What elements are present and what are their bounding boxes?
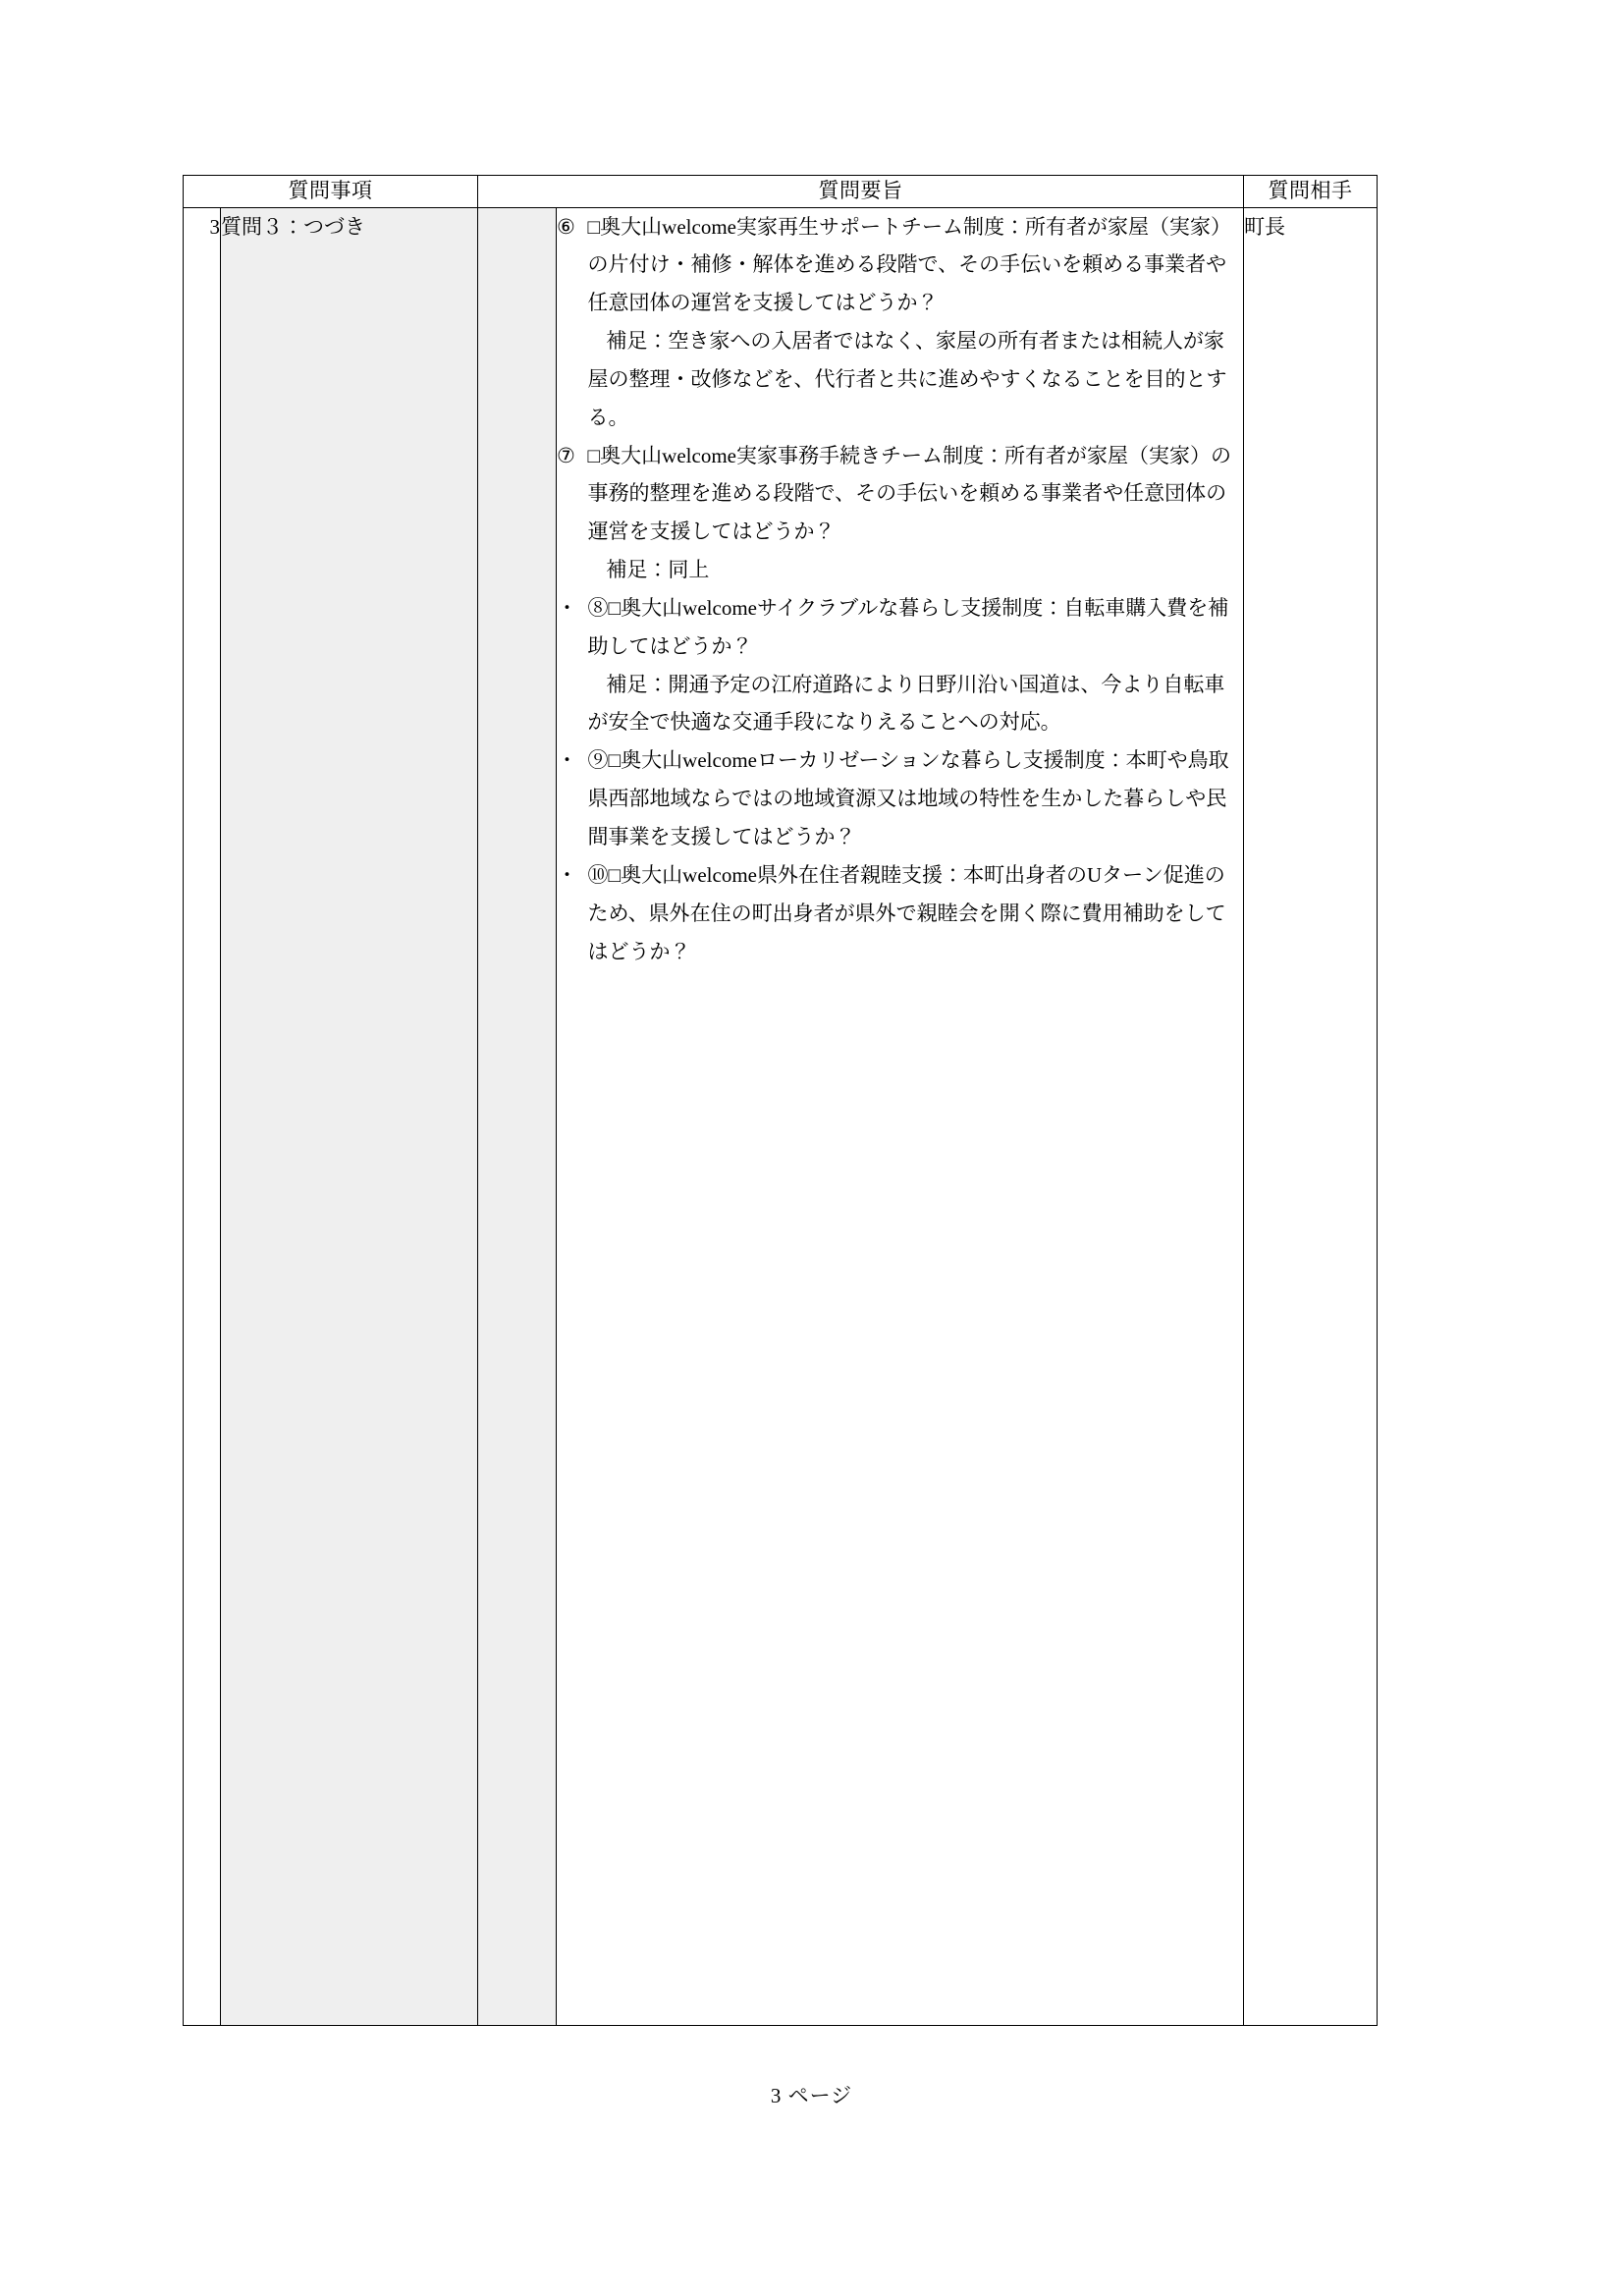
marker-7: ⑦: [557, 443, 575, 467]
header-question-target: 質問相手: [1244, 176, 1378, 208]
header-question-summary: 質問要旨: [478, 176, 1244, 208]
page-footer: 3 ページ: [770, 2084, 853, 2107]
header-question-item: 質問事項: [184, 176, 478, 208]
summary-text-8: ⑧□奥大山welcomeサイクラブルな暮らし支援制度：自転車購入費を補助してはどうか？: [587, 595, 1229, 658]
summary-paragraph-9: [557, 741, 1243, 856]
question-table: [183, 175, 1378, 2026]
summary-note-1: 補足：空き家への入居者ではなく、家屋の所有者または相続人が家屋の整理・改修などを、代行者と共に進めやすくなることを目的とする。: [587, 329, 1227, 429]
summary-text-10: ⑩□奥大山welcome県外在住者親睦支援：本町出身者のUターン促進のため、県外在住の町出身者が県外で親睦会を開く際に費用補助をしてはどうか？: [587, 862, 1226, 963]
summary-note-2: 補足：同上: [606, 558, 710, 582]
summary-paragraph-7: [557, 437, 1243, 552]
row-gutter: [478, 207, 557, 2025]
table-header-row: [184, 176, 1378, 208]
row-number: 3: [184, 207, 221, 2025]
summary-note-3: 補足：開通予定の江府道路により日野川沿い国道は、今より自転車が安全で快適な交通手段になりえることへの対応。: [587, 672, 1225, 735]
row-question-target: 町長: [1244, 207, 1378, 2025]
summary-text-7: □奥大山welcome実家事務手続きチーム制度：所有者が家屋（実家）の事務的整理を進める段階で、その手伝いを頼める事業者や任意団体の運営を支援してはどうか？: [587, 443, 1231, 544]
summary-text-6: □奥大山welcome実家再生サポートチーム制度：所有者が家屋（実家）の片付け・補修・解体を進める段階で、その手伝いを頼める事業者や任意団体の運営を支援してはどうか？: [587, 214, 1231, 315]
marker-6: ⑥: [557, 214, 575, 239]
summary-paragraph-8: [557, 589, 1243, 666]
row-question-summary: [557, 207, 1244, 2025]
row-question-item: 質問３：つづき: [221, 207, 478, 2025]
summary-paragraph-6: [557, 208, 1243, 323]
marker-bullet-9: ・: [557, 748, 577, 773]
marker-bullet-8: ・: [557, 595, 577, 620]
table-row: [184, 207, 1378, 2025]
marker-bullet-10: ・: [557, 862, 577, 887]
summary-paragraph-10: [557, 856, 1243, 971]
summary-text-9: ⑨□奥大山welcomeローカリゼーションな暮らし支援制度：本町や鳥取県西部地域ならではの地域資源又は地域の特性を生かした暮らしや民間事業を支援してはどうか？: [587, 748, 1229, 848]
